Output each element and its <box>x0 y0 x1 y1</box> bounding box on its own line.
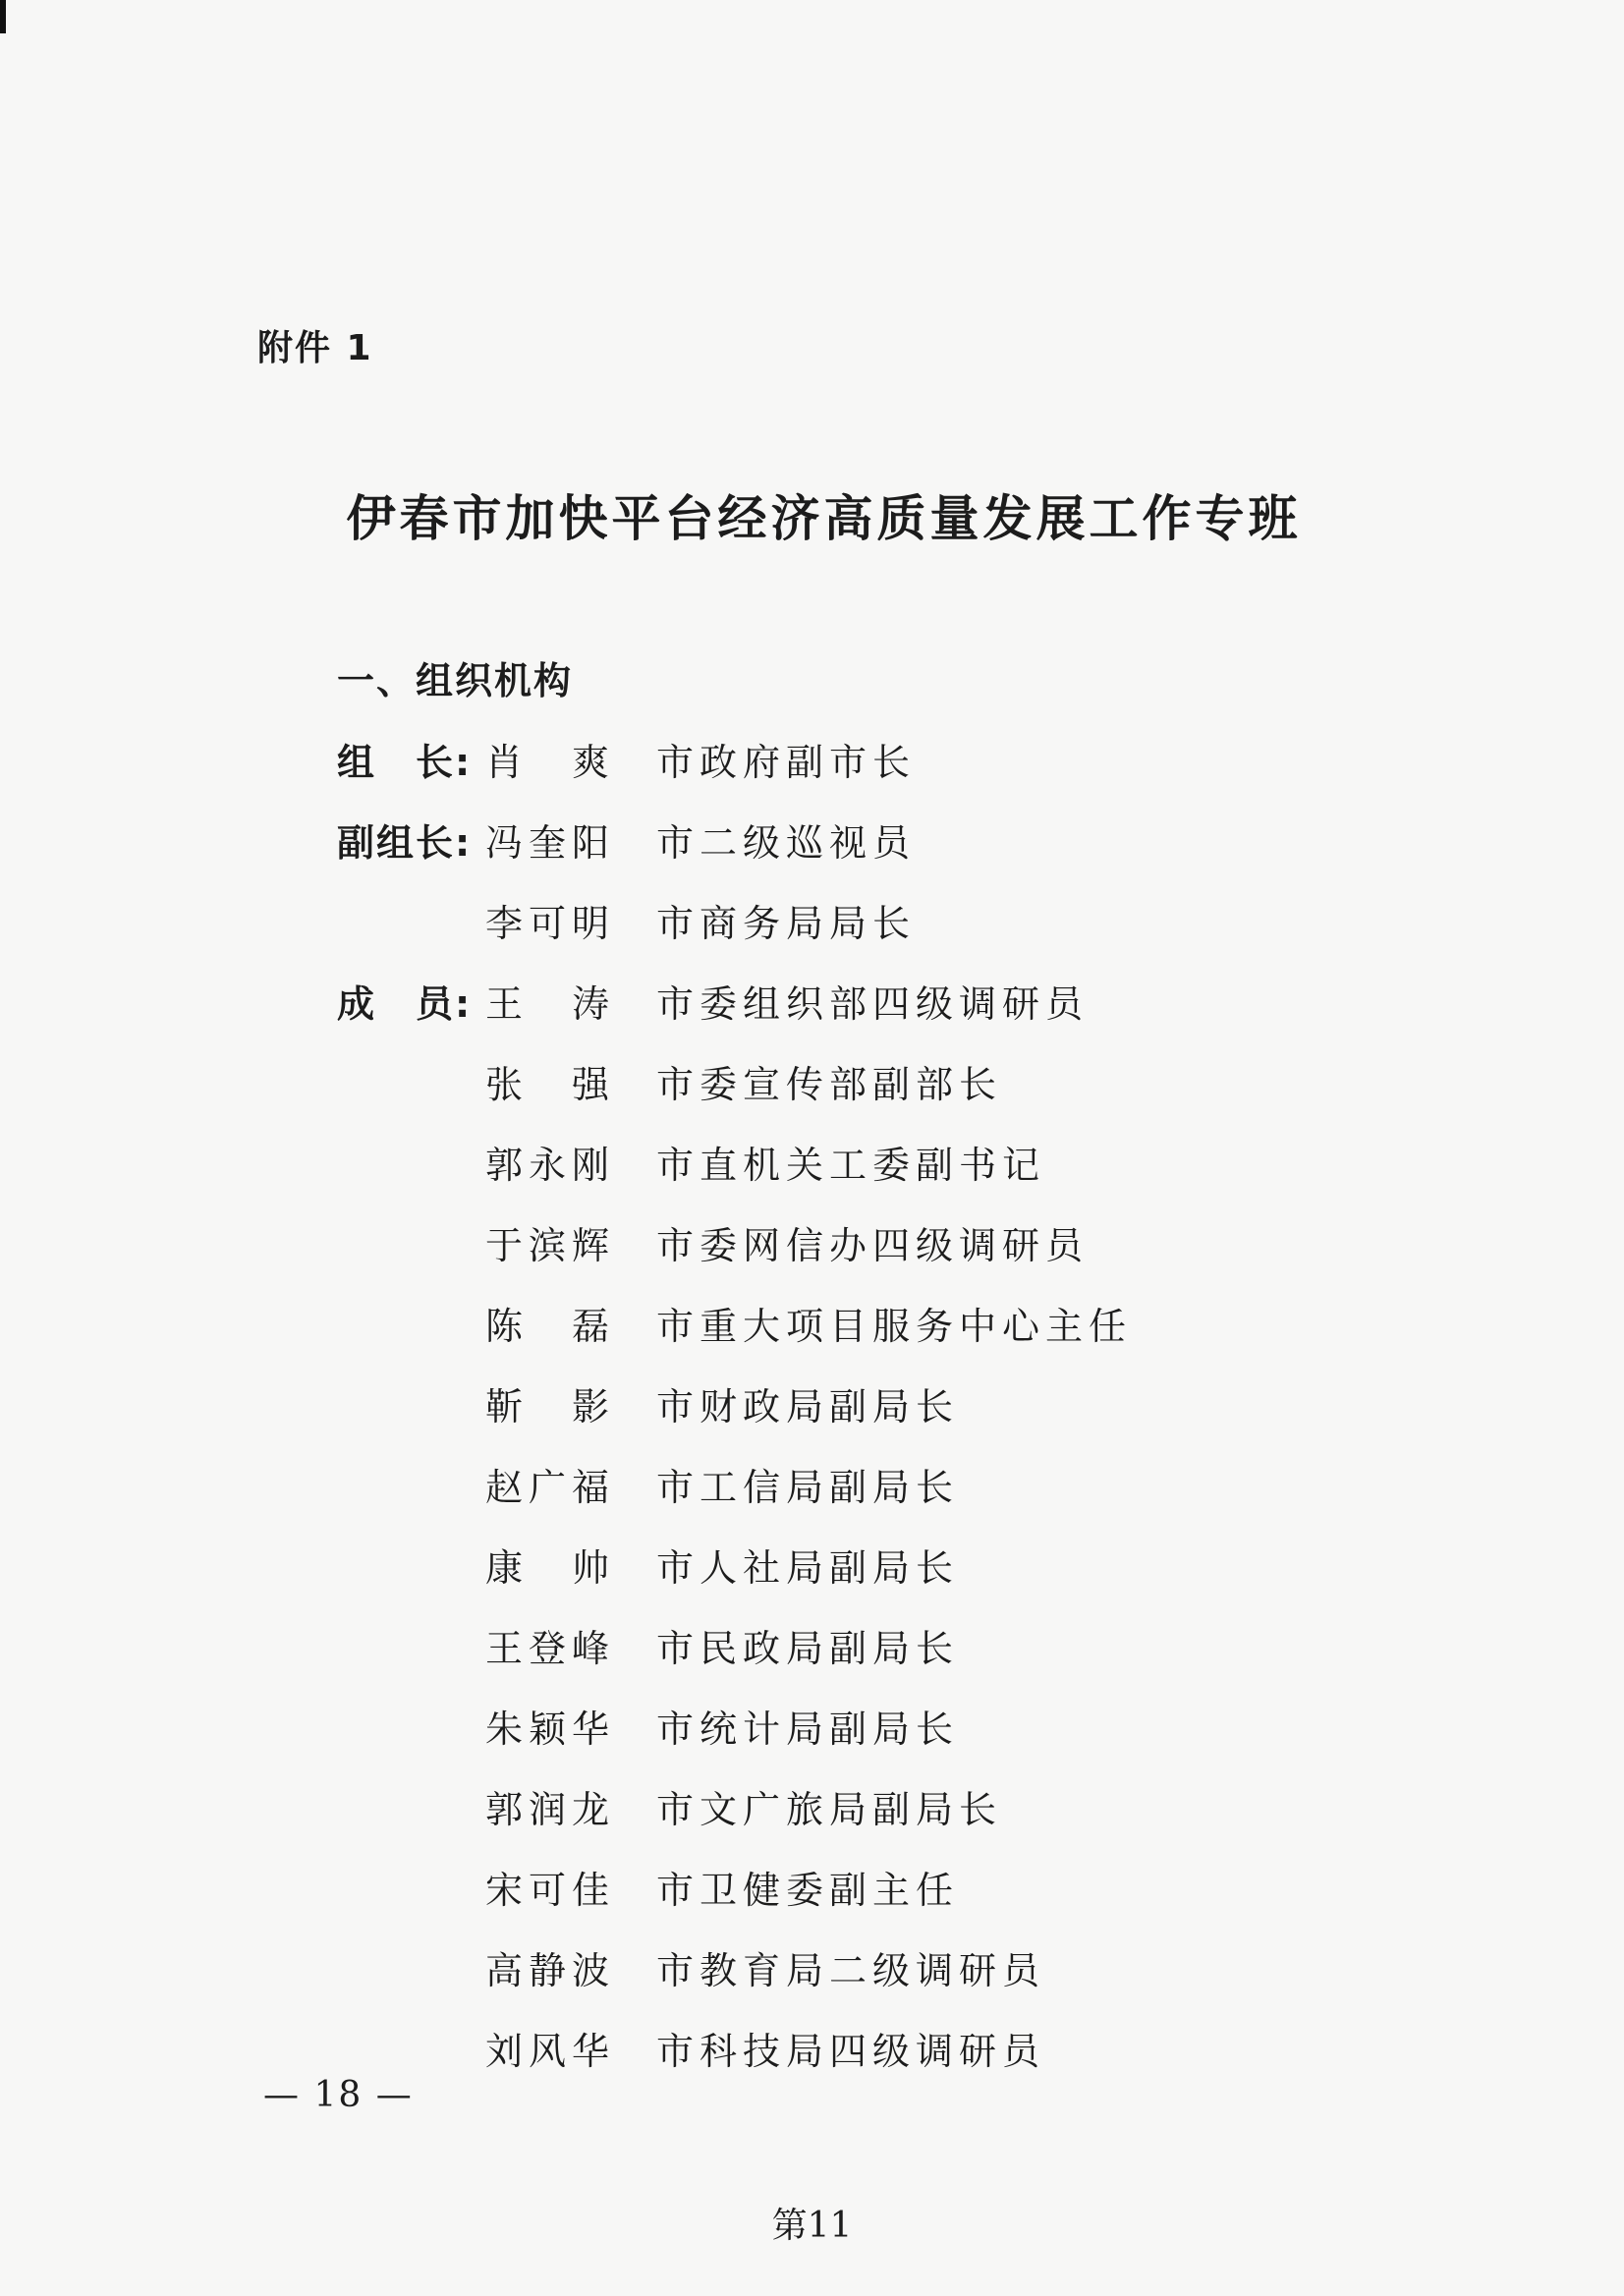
roster-row <box>0 893 1624 952</box>
roster-duty: 市文广旅局副局长 <box>656 1788 1003 1831</box>
roster-row <box>0 2021 1624 2080</box>
roster-name: 郭永刚 <box>485 1144 616 1187</box>
roster-duty: 市直机关工委副书记 <box>656 1144 1046 1187</box>
roster-duty: 市工信局副局长 <box>656 1466 960 1509</box>
roster-duty: 市统计局副局长 <box>656 1708 960 1751</box>
roster-name: 肖 爽 <box>485 741 616 784</box>
roster-name: 赵广福 <box>485 1466 616 1509</box>
roster-duty: 市二级巡视员 <box>656 821 917 865</box>
roster-role: 副组长: <box>337 821 473 865</box>
roster-row <box>0 1538 1624 1596</box>
roster-row <box>0 974 1624 1033</box>
section-heading: 一、组织机构 <box>337 659 574 702</box>
roster-row <box>0 1135 1624 1194</box>
page-number: — 18 — <box>263 2075 414 2115</box>
roster-duty: 市重大项目服务中心主任 <box>656 1305 1133 1348</box>
roster-name: 康 帅 <box>485 1546 616 1590</box>
roster-row <box>0 1457 1624 1516</box>
roster-row <box>0 732 1624 791</box>
roster-duty: 市委宣传部副部长 <box>656 1063 1003 1106</box>
roster-name: 王 涛 <box>485 982 616 1026</box>
roster-name: 高静波 <box>485 1949 616 1992</box>
roster-duty: 市卫健委副主任 <box>656 1869 960 1912</box>
roster-row <box>0 812 1624 871</box>
roster-name: 靳 影 <box>485 1385 616 1428</box>
roster-duty: 市民政局副局长 <box>656 1627 960 1670</box>
roster-row <box>0 1779 1624 1838</box>
roster-name: 于滨辉 <box>485 1224 616 1267</box>
roster-role: 成 员: <box>337 982 473 1026</box>
roster-duty: 市财政局副局长 <box>656 1385 960 1428</box>
roster-name: 陈 磊 <box>485 1305 616 1348</box>
roster-row <box>0 1618 1624 1677</box>
roster-name: 郭润龙 <box>485 1788 616 1831</box>
roster-name: 朱颖华 <box>485 1708 616 1751</box>
roster-name: 王登峰 <box>485 1627 616 1670</box>
roster-duty: 市委组织部四级调研员 <box>656 982 1090 1026</box>
roster-duty: 市人社局副局长 <box>656 1546 960 1590</box>
roster-duty: 市教育局二级调研员 <box>656 1949 1046 1992</box>
roster-duty: 市商务局局长 <box>656 902 917 945</box>
roster-row <box>0 1054 1624 1113</box>
roster-role: 组 长: <box>337 741 473 784</box>
roster-name: 张 强 <box>485 1063 616 1106</box>
document-title: 伊春市加快平台经济高质量发展工作专班 <box>346 489 1302 547</box>
roster-row <box>0 1860 1624 1919</box>
roster-row <box>0 1296 1624 1355</box>
roster-row <box>0 1376 1624 1435</box>
roster-name: 李可明 <box>485 902 616 945</box>
roster-row <box>0 1215 1624 1274</box>
roster-name: 刘风华 <box>485 2030 616 2073</box>
roster-name: 宋可佳 <box>485 1869 616 1912</box>
attachment-label: 附件 1 <box>257 328 373 368</box>
roster-row <box>0 1699 1624 1758</box>
roster-row <box>0 1940 1624 1999</box>
roster-duty: 市委网信办四级调研员 <box>656 1224 1090 1267</box>
roster-name: 冯奎阳 <box>485 821 616 865</box>
footer-page-label: 第11 <box>771 2206 853 2246</box>
roster-duty: 市科技局四级调研员 <box>656 2030 1046 2073</box>
roster-duty: 市政府副市长 <box>656 741 917 784</box>
